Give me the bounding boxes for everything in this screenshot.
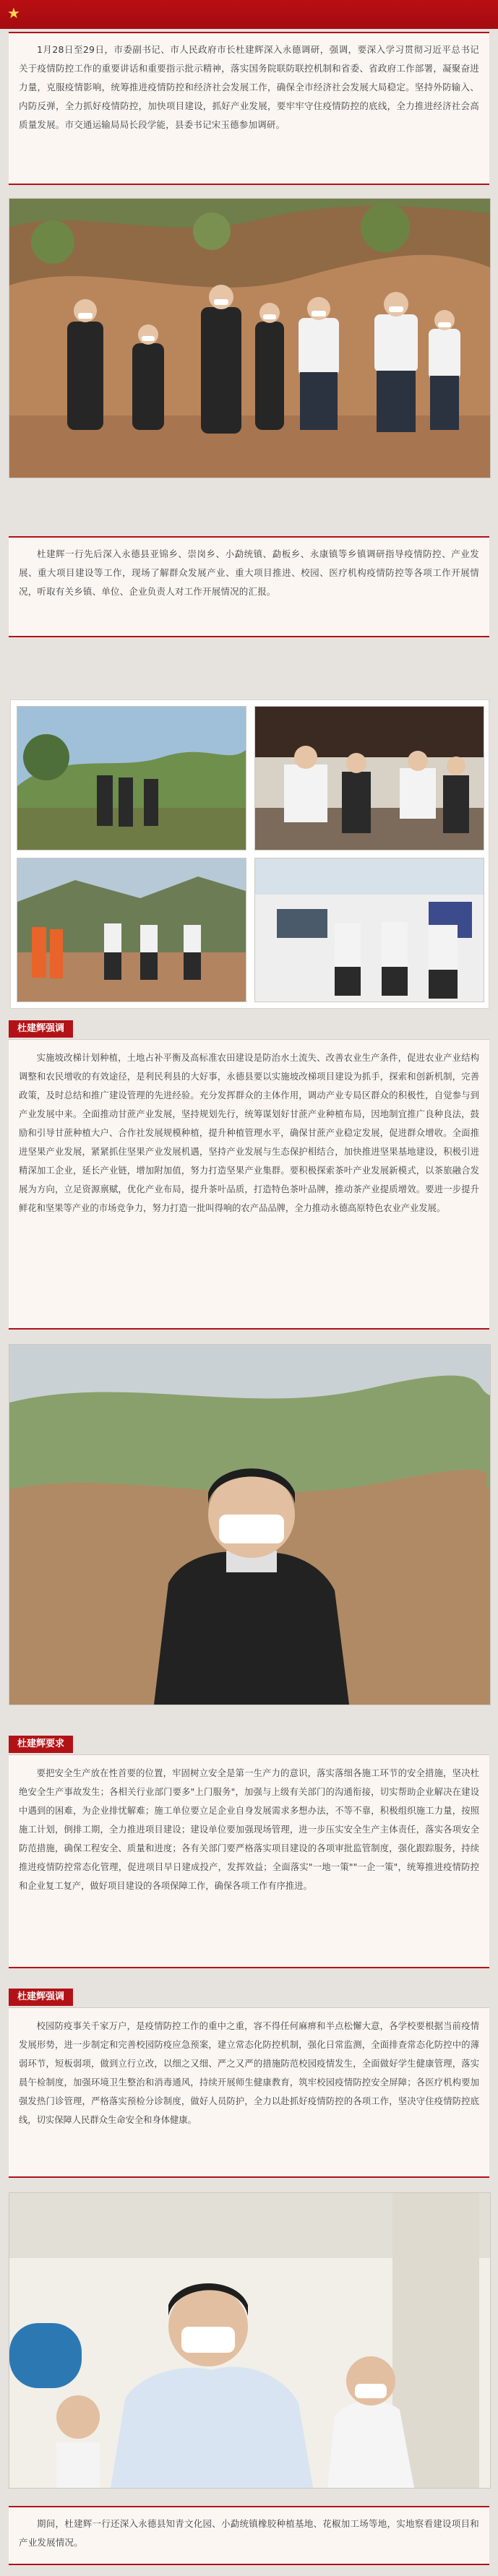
section-text-1: 实施坡改梯计划种植，土地占补平衡及高标准农田建设是防治水土流失、改善农业生产条件，促进农业产业结构调整和农民增收的有效途径，是利民利县的大好事，永德县要以实施坡改梯项目建设为抓手，探索和创新机制，完善政策，及时总结和推广建设管理的先进经验。充分发挥群众的主体作用，调动产业专局区群众的积极性，自觉参与到产业发展中来。全面推动甘蔗产业发展，坚持规划先行，统筹谋划好甘蔗产业种植布局，因地制宜推广良种良法，鼓励和引导甘蔗种植大户、合作社发展规模种植，提升种植管理水平，确保甘蔗产业稳定发展，促进群众增收。全面推进坚果产业发展，紧紧抓住坚果产业发展机遇，坚持产业发展与生态保护相结合，加快推进坚果基地建设，积极引进精深加工企业，延长产业链，增加附加值，努力打造坚果产业集群。要积极探索茶叶产业发展新模式，以茶旅融合发展为方向，立足资源禀赋，优化产业布局，提升茶叶品质，打造特色茶叶品牌，推动茶产业提质增效。要进一步提升鲜花和坚果等产业的市场竞争力，努力打造一批叫得响的农产品品牌，全力推动永德高原特色农业产业发展。 [19,1053,479,1213]
closing-box [9,2506,489,2565]
photo-grid-2 [254,706,484,850]
photo-field-visit [9,198,491,478]
intro-box [9,32,489,185]
tour-box [9,536,489,637]
photo-indoor [9,2192,491,2489]
section-tag-2: 杜建辉要求 [9,1736,73,1753]
tour-text: 杜建辉一行先后深入永德县亚锦乡、崇岗乡、小勐统镇、勐板乡、永康镇等乡镇调研指导疫情防控、产业发展、重大项目建设等工作，现场了解群众发展产业、重大项目推进、校园、医疗机构疫情防控等各项工作开展情况，听取有关乡镇、单位、企业负责人对工作开展情况的汇报。 [19,548,479,597]
star-icon: ★ [7,4,20,22]
section-text-3: 校园防疫事关千家万户，是疫情防控工作的重中之重，容不得任何麻痹和半点松懈大意，各学校要根据当前疫情发展形势，进一步制定和完善校园防疫应急预案，建立常态化防控机制，强化日常监测，全面排查常态化防控中的薄弱环节，短板弱项，做到立行立改，以细之又细、严之又严的措施防范校园疫情发生，全面做好学生健康管理，落实晨午检制度，加强环境卫生整治和消毒通风，持续开展师生健康教育，筑牢校园疫情防控安全屏障；各医疗机构要加强发热门诊管理，严格落实预检分诊制度，做好人员防护，全力以赴抓好疫情防控的各项工作，坚决守住疫情防控底线，切实保障人民群众生命安全和身体健康。 [19,2021,479,2125]
section-box-2 [9,1754,489,1968]
photo-grid-4 [254,858,484,1002]
section-box-3 [9,2007,489,2178]
photo-grid [10,699,489,1009]
section-text-2: 要把安全生产放在性首要的位置，牢固树立安全是第一生产力的意识，落实落细各施工环节的安全措施，坚决杜绝安全生产事故发生；各相关行业部门要多"上门服务"，加强与上级有关部门的沟通衔接，切实帮助企业解决在建设中遇到的困难，为企业排忧解难；施工单位要立足企业自身发展需求多想办法，不等不靠，积极组织施工力量，按照施工计划，倒排工期，全力推进项目建设；建设单位要加强现场管理，进一步压实安全生产主体责任，落实各项安全防范措施，确保工程安全、质量和进度；各有关部门要严格落实项目建设的各项审批监管制度，强化跟踪服务，持续推进疫情防控常态化管理，促进项目早日建成投产，发挥效益；全面落实"一地一策""一企一策"，统筹推进疫情防控和企业复工复产，做好项目建设的各项保障工作，确保各项工作有序推进。 [19,1768,479,1891]
section-box-1 [9,1039,489,1330]
photo-grid-1 [17,706,246,850]
section-tag-3: 杜建辉强调 [9,1989,73,2006]
header-bar [0,0,498,29]
section-tag-1: 杜建辉强调 [9,1020,73,1038]
photo-grid-3 [17,858,246,1002]
intro-text: 1月28日至29日，市委副书记、市人民政府市长杜建辉深入永德调研，强调，要深入学习贯彻习近平总书记关于疫情防控工作的重要讲话和重要指示批示精神，落实国务院联防联控机制和省委、省政府工作部署，凝聚奋进力量，克服疫情影响，统筹推进疫情防控和经济社会发展工作，确保全市经济社会发展大局稳定。坚持外防输入、内防反弹，全力抓好疫情防控，加快项目建设，抓好产业发展，要牢牢守住疫情防控的底线，全力推进经济社会高质量发展。市交通运输局局长段学能，县委书记宋玉德参加调研。 [19,44,479,130]
photo-speaker [9,1344,491,1705]
closing-text: 期间，杜建辉一行还深入永德县知青文化园、小勐统镇橡胶种植基地、花椒加工场等地，实地察看建设项目和产业发展情况。 [19,2518,479,2548]
